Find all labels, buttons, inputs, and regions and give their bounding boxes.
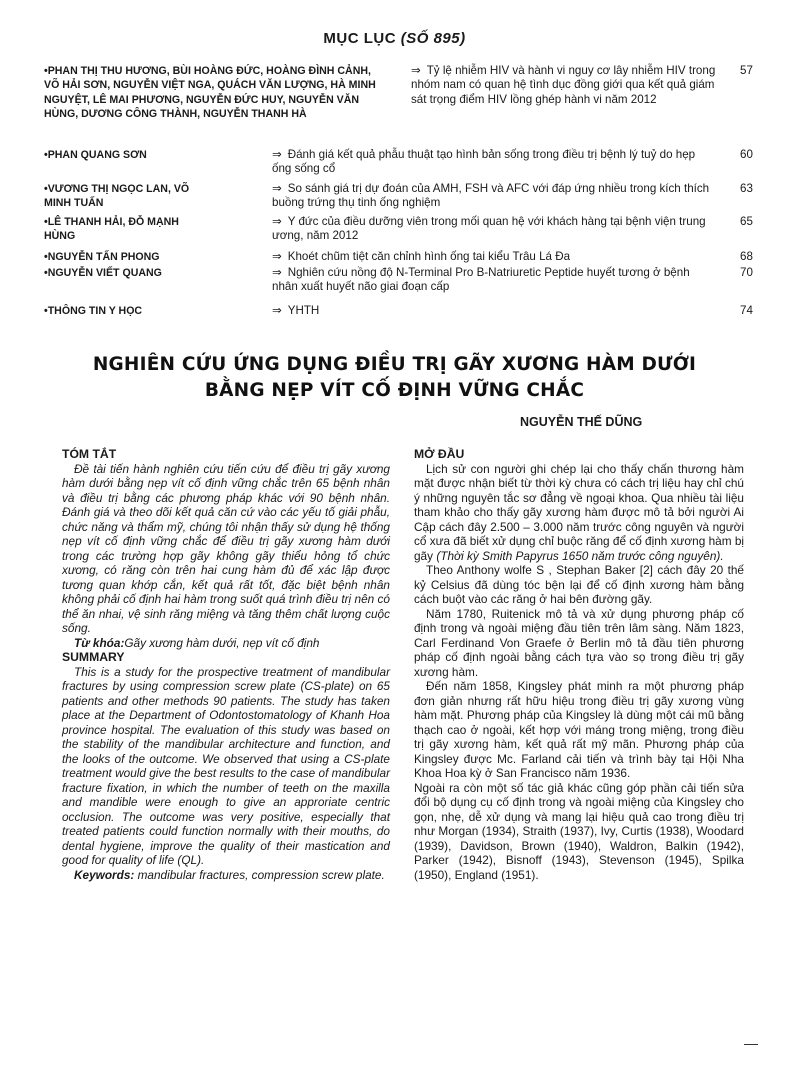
keywords-en-label: Keywords: (74, 867, 135, 882)
toc-page-number: 74 (740, 304, 753, 317)
summary-en-keywords (62, 868, 390, 883)
toc-authors: •NGUYỄN TẤN PHONG (44, 251, 160, 263)
article-title-line-1: NGHIÊN CỨU ỨNG DỤNG ĐIỀU TRỊ GÃY XƯƠNG HÀM DƯỚI (92, 354, 697, 375)
toc-title (0, 30, 789, 47)
toc-authors: •PHAN THỊ THU HƯƠNG, BÙI HOÀNG ĐỨC, HOÀNG ĐÌNH CẢNH, VÕ HẢI SƠN, NGUYỄN VIỆT NGA, QUÁCH VĂN LƯỢNG, HÀ MINH NGUYỆT, LÊ MAI PHƯƠNG, NGUYỄN ĐỨC HUY, NGUYỄN VĂN HÙNG, DƯƠNG CÔNG THÀNH, NGUYỄN THANH HÀ (44, 65, 376, 121)
keywords-vi-text: Gãy xương hàm dưới, nẹp vít cố định (124, 635, 320, 650)
summary-vi-keywords (62, 636, 390, 651)
toc-description-text: Nghiên cứu nồng độ N-Terminal Pro B-Natriuretic Peptide huyết tương ở bệnh nhân xuất huyết não giai đoạn cấp (272, 266, 690, 294)
toc-page-number: 70 (740, 266, 753, 279)
toc-description (272, 148, 714, 177)
toc-description-text: Khoét chũm tiệt căn chỉnh hình ống tai kiểu Trâu Lá Đa (287, 250, 571, 263)
toc-page-number: 63 (740, 182, 753, 195)
keywords-en-text: mandibular fractures, compression screw plate. (137, 867, 385, 882)
toc-authors: •VƯƠNG THỊ NGỌC LAN, VÕ MINH TUẤN (44, 183, 190, 210)
arrow-right-icon: ⇒ (272, 148, 282, 161)
article-author: NGUYỄN THẾ DŨNG (520, 415, 643, 429)
toc-description (272, 215, 714, 244)
arrow-right-icon: ⇒ (411, 64, 421, 77)
intro-paragraph-4: Đến năm 1858, Kingsley phát minh ra một phương pháp đơn giản nhưng rất hữu hiệu trong điều trị gãy xương vùng hàm mặt. Phương pháp của Kingsley là dùng một cái mũ bằng thạch cao ở ngoài, kết hợp với máng trong miệng, trong điều trị gãy xương hàm, kết quả rất mỹ mãn. Phương pháp của Kingsley được Mc. Farland cải tiến và trình bày tại Hội Nha Khoa Hoa kỳ ở San Francisco năm 1936. (414, 679, 744, 780)
toc-authors: •PHAN QUANG SƠN (44, 149, 147, 161)
toc-description (272, 304, 714, 318)
keywords-vi-label: Từ khóa: (74, 635, 125, 650)
toc-description (411, 64, 716, 107)
toc-description-text: Y đức của điều dưỡng viên trong mối quan hệ với khách hàng tại bệnh viện trung ương, năm 2012 (272, 215, 706, 243)
page-footer-dash (744, 1044, 758, 1045)
toc-entry (44, 215, 764, 245)
arrow-right-icon: ⇒ (272, 182, 282, 195)
arrow-right-icon: ⇒ (272, 250, 282, 263)
toc-entry (44, 64, 764, 144)
toc-entry (44, 266, 764, 296)
summary-en-body: This is a study for the prospective treatment of mandibular fractures by using compression screw plate (CS-plate) on 65 patients and other methods 90 patients. The study has taken place at the Department of Odontostomatology of Khanh Hoa province hospital. The evaluation of this study was based on the stability of the mandibular architecture and function, and the looks of the outcome. We observed that using a CS-plate treatment would give the best results to the case of mandibular fracture fixation, in which the number of teeth on the maxilla and mandible were enough to give an approriate centric occlusion. The outcome was very positive, especially that treated patients could function normally with their mouths, do dental hygiene, improve the quality of their mastication and good for quality of life (QL). (62, 664, 390, 867)
toc-description (272, 182, 714, 211)
toc-description (272, 266, 714, 295)
intro-paragraph-1 (414, 462, 744, 564)
toc-page-number: 60 (740, 148, 753, 161)
toc-issue: (SỐ 895) (400, 30, 466, 47)
toc-page-number: 65 (740, 215, 753, 228)
toc-title-text: MỤC LỤC (323, 30, 397, 47)
intro-paragraph-2: Theo Anthony wolfe S , Stephan Baker [2] cách đây 20 thế kỷ Celsius đã dùng tóc bện lại để cố định xương hàm bằng cách buột vào các răng ở hai bên đường gãy. (414, 563, 744, 606)
intro-paragraph-5: Ngoài ra còn một số tác giả khác cũng góp phần cải tiến sửa đổi bộ dụng cụ cố định trong và ngoài miệng của Kingsley cho gọn, nhẹ, dễ xử dụng và mang lại hiệu quả cao trong điều trị như Morgan (1934), Straith (1937), Ivy, Curtis (1938), Woodard (1939), Davidson, Brown (1940), Waldron, Balkin (1942), Parker (1942), Bisnoff (1943), Stevenson (1945), Spilka (1950), England (1951). (414, 780, 744, 882)
toc-description-text: YHTH (287, 304, 320, 317)
article-title-line-2: BẰNG NẸP VÍT CỐ ĐỊNH VỮNG CHẮC (204, 380, 585, 401)
intro-p1-reference: (Thời kỳ Smith Papyrus 1650 năm trước công nguyên). (436, 548, 724, 563)
toc-description-text: Tỷ lệ nhiễm HIV và hành vi nguy cơ lây nhiễm HIV trong nhóm nam có quan hệ tình dục đồng giới qua kết quả giám sát trọng điểm HIV lồng ghép hành vi năm 2012 (411, 64, 716, 106)
toc-authors: •NGUYỄN VIẾT QUANG (44, 267, 162, 279)
arrow-right-icon: ⇒ (272, 215, 282, 228)
article-title (0, 352, 789, 404)
summary-vi-heading: TÓM TẮT (62, 447, 117, 461)
intro-paragraph-3: Năm 1780, Ruitenick mô tả và xử dụng phương pháp cố định trong và ngoài miệng đầu tiên trên lâm sàng. Năm 1823, Carl Ferdinand Von Graefe ở Berlin mô tả đầu tiên phương pháp cố định ngoài bằng cách tựa vào sọ trong điều trị gãy xương hàm. (414, 606, 744, 679)
summary-en-heading: SUMMARY (62, 650, 125, 664)
toc-page-number: 57 (740, 64, 753, 77)
toc-entry (44, 250, 764, 266)
toc-entry (44, 182, 764, 212)
toc-description (272, 250, 714, 264)
right-column (414, 447, 744, 882)
arrow-right-icon: ⇒ (272, 266, 282, 279)
left-column (62, 447, 390, 882)
toc-description-text: Đánh giá kết quả phẫu thuật tạo hình bản sống trong điều trị bệnh lý tuỷ do hẹp ống sống cổ (272, 148, 696, 176)
toc-entry (44, 304, 764, 320)
toc-page-number: 68 (740, 250, 753, 263)
toc-authors: •LÊ THANH HẢI, ĐỖ MẠNH HÙNG (44, 216, 179, 243)
toc-description-text: So sánh giá trị dự đoán của AMH, FSH và AFC với đáp ứng nhiều trong kích thích buồng trứng thụ tinh ống nghiệm (272, 182, 710, 210)
summary-vi-body: Đề tài tiến hành nghiên cứu tiến cứu để điều trị gãy xương hàm dưới bằng nẹp vít cố định vững chắc trên 65 bệnh nhân và điều trị bằng các phương pháp khác với 90 bệnh nhân. Đánh giá và theo dõi kết quả căn cứ vào các yếu tố giải phẫu, chức năng và thẩm mỹ, chúng tôi nhận thấy sử dụng hệ thống nẹp vít cố định vững chắc để điều trị gãy xương hàm dưới trong các trường hợp gãy không gãy thiểu hỏng tổ chức xương, có răng còn trên hai cung hàm đủ để xác lập được tương quan khớp cắn, kết quả rất tốt, đặc biệt bệnh nhân không phải cố định hai hàm trong suốt quá trình điều trị nên có thể ăn nhai, vệ sinh răng miệng và tăng thêm chất lượng cuộc sống. (62, 461, 390, 635)
intro-heading: MỞ ĐẦU (414, 447, 465, 461)
toc-authors: •THÔNG TIN Y HỌC (44, 305, 143, 317)
intro-p1-text: Lịch sử con người ghi chép lại cho thấy chấn thương hàm mặt được nhận biết từ thời kỳ chưa có cách trị liệu hay chỉ chú ý những nguyên tắc sơ đẳng về ngoại khoa. Qua nhiều tài liệu tham khảo cho thấy gãy xương hàm được mô tả bởi người Ai Cập cách đây 2.500 – 3.000 năm trước công nguyên và người cổ xưa đã biết xử dụng chỉ buộc răng để cố định xương hàm bị gãy (414, 461, 744, 563)
arrow-right-icon: ⇒ (272, 304, 282, 317)
toc-entry (44, 148, 764, 178)
